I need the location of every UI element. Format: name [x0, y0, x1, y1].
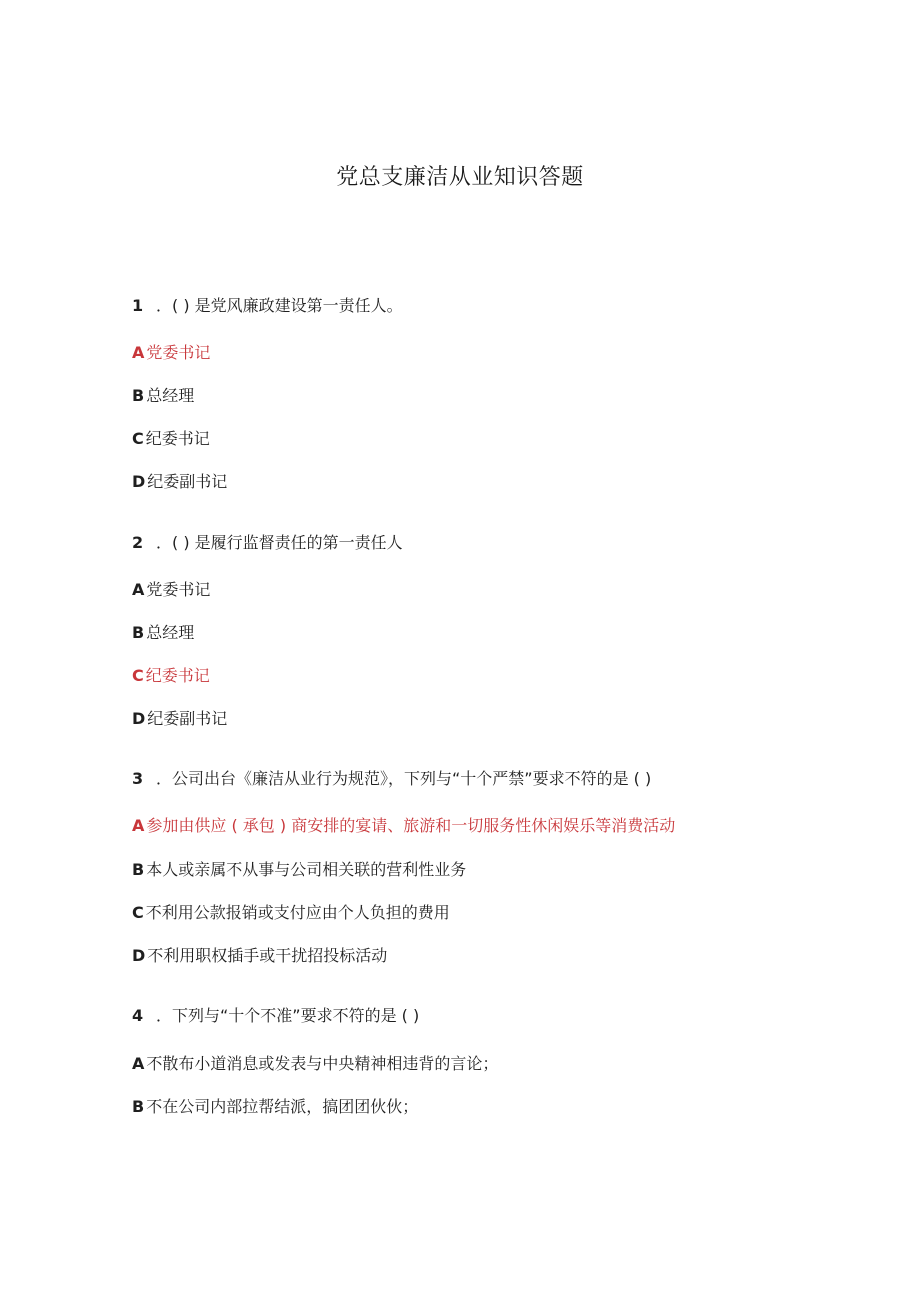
- question-2-option-a: [132, 580, 210, 600]
- question-1-option-d: [132, 472, 227, 492]
- question-3: [132, 769, 651, 789]
- option-letter: C: [132, 429, 144, 448]
- option-text: 不利用职权插手或干扰招投标活动: [147, 946, 388, 965]
- question-2-option-c: [132, 666, 210, 686]
- option-letter: B: [132, 623, 145, 642]
- option-letter: B: [132, 386, 145, 405]
- question-4: [132, 1006, 419, 1026]
- question-2-option-d: [132, 709, 227, 729]
- question-4-option-a: [132, 1054, 498, 1074]
- option-letter: A: [132, 580, 145, 599]
- option-text: 不在公司内部拉帮结派，搞团团伙伙；: [146, 1097, 419, 1116]
- option-text: 党委书记: [146, 343, 211, 362]
- option-text: 总经理: [146, 623, 195, 642]
- question-3-option-b: [132, 860, 466, 880]
- question-1-option-b: [132, 386, 194, 406]
- option-text: 纪委副书记: [147, 472, 228, 491]
- option-text: 党委书记: [146, 580, 211, 599]
- option-letter: D: [132, 472, 146, 491]
- option-text: 纪委副书记: [147, 709, 228, 728]
- question-number: 1: [132, 296, 144, 315]
- option-text: 纪委书记: [145, 666, 210, 685]
- option-letter: D: [132, 946, 146, 965]
- question-2: [132, 533, 403, 553]
- question-4-option-b: [132, 1097, 418, 1117]
- option-text: 纪委书记: [145, 429, 210, 448]
- option-letter: C: [132, 666, 144, 685]
- option-text: 参加由供应 ( 承包 ) 商安排的宴请、旅游和一切服务性休闲娱乐等消费活动: [146, 816, 676, 835]
- option-letter: A: [132, 343, 145, 362]
- question-stem: ．下列与“十个不准”要求不符的是 ( ): [156, 1006, 420, 1025]
- option-letter: B: [132, 860, 145, 879]
- question-stem: ．( ) 是履行监督责任的第一责任人: [156, 533, 403, 552]
- question-number: 3: [132, 769, 144, 788]
- question-1-option-c: [132, 429, 210, 449]
- option-letter: A: [132, 1054, 145, 1073]
- option-text: 总经理: [146, 386, 195, 405]
- page-title: 党总支廉洁从业知识答题: [336, 165, 584, 190]
- option-letter: B: [132, 1097, 145, 1116]
- question-3-option-c: [132, 903, 450, 923]
- question-3-option-d: [132, 946, 387, 966]
- question-stem: ．( ) 是党风廉政建设第一责任人。: [156, 296, 403, 315]
- question-1: [132, 296, 403, 316]
- option-text: 不散布小道消息或发表与中央精神相违背的言论；: [146, 1054, 499, 1073]
- option-letter: C: [132, 903, 144, 922]
- option-text: 本人或亲属不从事与公司相关联的营利性业务: [146, 860, 467, 879]
- question-1-option-a: [132, 343, 210, 363]
- option-text: 不利用公款报销或支付应由个人负担的费用: [145, 903, 450, 922]
- question-3-option-a: [132, 816, 675, 836]
- question-2-option-b: [132, 623, 194, 643]
- option-letter: D: [132, 709, 146, 728]
- option-letter: A: [132, 816, 145, 835]
- question-stem: ．公司出台《廉洁从业行为规范》，下列与“十个严禁”要求不符的是 ( ): [156, 769, 652, 788]
- question-number: 4: [132, 1006, 144, 1025]
- question-number: 2: [132, 533, 144, 552]
